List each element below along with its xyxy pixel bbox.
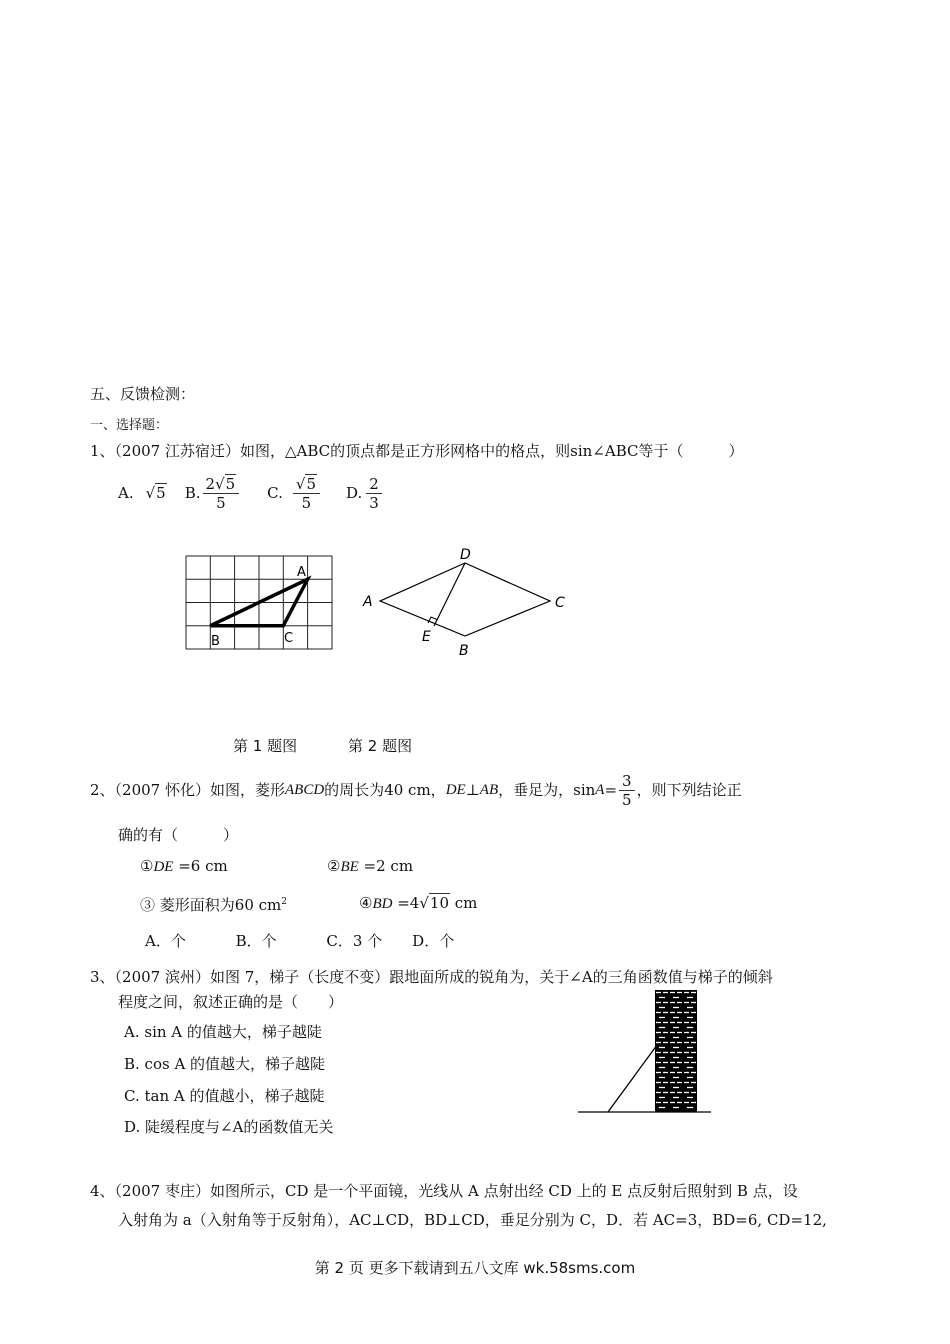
choice-4-radicand: 10	[429, 894, 449, 912]
option-d-numerator: 2	[366, 475, 382, 494]
figure-1-label-c: C	[284, 631, 294, 646]
figure-1-grid-triangle	[180, 552, 340, 652]
section-title: 五、反馈检测：	[90, 385, 196, 403]
option-d-label: D.	[346, 484, 363, 502]
question-3-line1: 3、（2007 滨州）如图 7，梯子（长度不变）跟地面所成的锐角为，关于∠A的三角函数值与梯子的倾斜	[90, 968, 773, 986]
option-c-radicand: 5	[306, 474, 316, 493]
option-a-sqrt: √5	[145, 484, 166, 502]
question-2-choice-3	[140, 894, 287, 915]
option-b-coefficient: 2	[205, 474, 216, 493]
figure-1-label-b: B	[211, 634, 220, 649]
choice-4-mark: ④	[359, 894, 373, 912]
question-1-text: 1、（2007 江苏宿迁）如图，△ABC的顶点都是正方形网格中的格点，则sin∠ABC等于（ ）	[90, 442, 744, 460]
figure-2-label-e: E	[422, 629, 431, 645]
option-b-label: B.	[184, 484, 201, 502]
choice-3-exponent: 2	[281, 897, 287, 907]
question-2-ab: AB	[479, 782, 499, 798]
option-d-fraction	[366, 475, 382, 512]
question-2-separator: ，	[430, 781, 446, 799]
choice-1-var: DE	[153, 859, 174, 875]
question-2-options: A．个 B．个 C．3 个 D．个	[145, 932, 455, 950]
question-2-choice-4: ④BD =4√10 cm	[359, 894, 478, 912]
figure-2-rhombus	[355, 543, 575, 663]
figure-2-label-a: A	[363, 594, 373, 610]
figure-2-label-b: B	[459, 643, 469, 659]
option-b-denominator: 5	[216, 493, 226, 512]
option-b-fraction: $\frac{2√5}{5}$	[203, 475, 240, 512]
question-2-mid1: 的周长为	[324, 781, 385, 799]
option-a-radicand: 5	[156, 484, 166, 502]
choice-1-mark: ①	[140, 857, 154, 875]
question-1-options	[118, 470, 384, 516]
choice-2-value: =2 cm	[358, 857, 414, 875]
question-2-perp: ⊥	[465, 781, 480, 799]
choice-4-var: BD	[372, 896, 393, 912]
option-c-label: C.	[267, 484, 283, 502]
question-2-abcd: ABCD	[285, 782, 325, 798]
question-3-option-b: B. cos A 的值越大，梯子越陡	[124, 1055, 326, 1073]
choice-3-mark: ③ 菱形面积为	[140, 896, 235, 914]
option-c-denominator: 5	[301, 493, 312, 512]
question-3-option-a: A. sin A 的值越大，梯子越陡	[124, 1023, 322, 1041]
choice-1-value: =6 cm	[173, 857, 228, 875]
question-2-choice-2	[327, 857, 413, 876]
question-2-perimeter: 40 cm	[384, 781, 431, 799]
question-3-line2: 程度之间，叙述正确的是（ ）	[118, 993, 344, 1011]
figure-2-caption: 第 2 题图	[348, 737, 413, 755]
question-2-text	[90, 768, 742, 812]
figure-2-rhombus-outline	[380, 563, 550, 636]
option-d-denominator: 3	[369, 493, 379, 512]
option-c-fraction: $\frac{√5}{5}$	[293, 475, 320, 512]
question-2-fraction	[619, 772, 635, 809]
question-4-line1: 4、（2007 枣庄）如图所示，CD 是一个平面镜，光线从 A 点射出经 CD 上的 E 点反射后照射到 B 点，设	[90, 1182, 798, 1200]
page-footer: 第 2 页 更多下载请到五八文库 wk.58sms.com	[314, 1259, 636, 1277]
figure-3-ladder-wall	[575, 985, 715, 1115]
question-2-de: DE	[445, 782, 466, 798]
choice-2-var: BE	[340, 859, 359, 875]
question-2-equals: =	[604, 781, 618, 799]
question-2-denominator: 5	[622, 790, 632, 809]
question-2-choice-1	[140, 857, 228, 876]
choice-2-mark: ②	[327, 857, 341, 875]
question-4-line2: 入射角为 a（入射角等于反射角），AC⊥CD，BD⊥CD，垂足分别为 C，D．若 AC=3，BD=6, CD=12,	[118, 1211, 827, 1229]
choice-4-unit: cm	[450, 894, 478, 912]
question-3-option-c: C. tan A 的值越小，梯子越陡	[124, 1087, 325, 1105]
choice-3-value: 60 cm	[234, 896, 282, 914]
figure-2-label-c: C	[555, 595, 565, 611]
question-2-numerator: 3	[619, 772, 635, 791]
choice-4-eq: =4	[392, 894, 420, 912]
option-a-label: A.	[118, 484, 134, 502]
figure-2-label-d: D	[460, 547, 471, 563]
question-2-prefix: 2、（2007 怀化）如图，菱形	[90, 781, 285, 799]
figure-1-label-a: A	[297, 565, 306, 580]
question-2-suffix: ，则下列结论正	[636, 781, 742, 799]
question-2-line2: 确的有（ ）	[118, 826, 239, 844]
figure-1-caption: 第 1 题图	[233, 737, 298, 755]
question-2-angle-a: A	[595, 782, 605, 798]
figure-3-wall	[655, 990, 697, 1112]
figure-3-ladder	[608, 1045, 657, 1112]
option-b-radicand: 5	[225, 474, 236, 493]
question-3-option-d: D. 陡缓程度与∠A的函数值无关	[124, 1118, 334, 1136]
question-2-sin: sin	[573, 781, 596, 799]
figure-2-segment-de	[434, 563, 465, 626]
question-2-mid2: ，垂足为，	[498, 781, 574, 799]
section-subtitle: 一、选择题：	[90, 418, 169, 433]
